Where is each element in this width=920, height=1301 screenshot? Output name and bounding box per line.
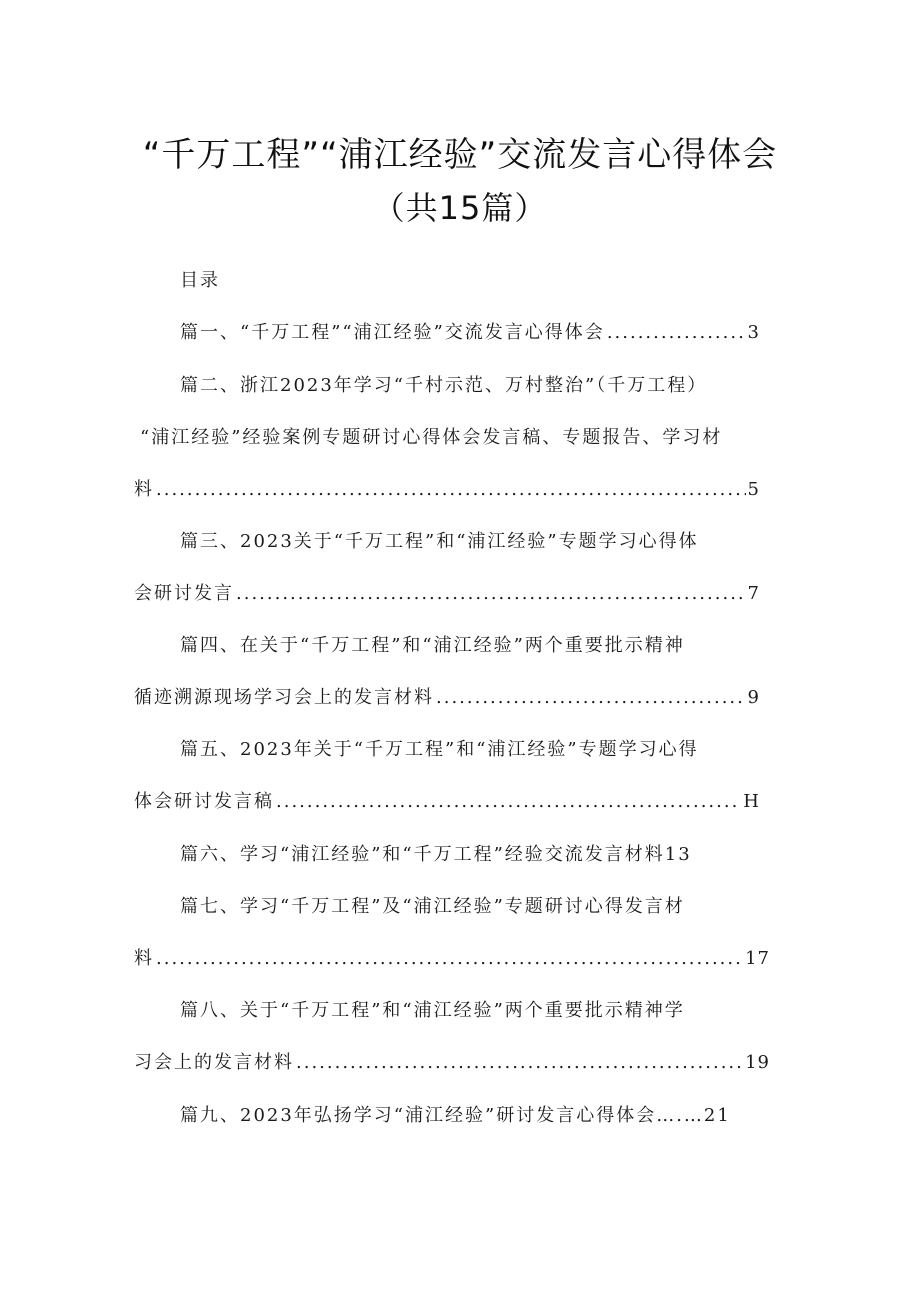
toc-entry-1-text: 篇一、“千万工程”“浦江经验”交流发言心得体会 — [180, 322, 605, 343]
toc-entry-3-tail-text: 会研讨发言 — [134, 583, 234, 604]
toc-entry-7-page: 17 — [745, 948, 770, 969]
document-title-line2: （共15篇） — [372, 189, 548, 227]
toc-entry-2-page: 5 — [747, 479, 760, 500]
toc-entry-4-line1: 篇四、在关于“千万工程”和“浦江经验”两个重要批示精神 — [180, 635, 685, 656]
toc-entry-1 — [180, 320, 760, 346]
toc-entry-8-line1: 篇八、关于“千万工程”和“浦江经验”两个重要批示精神学 — [180, 1000, 685, 1021]
toc-entry-3-line1: 篇三、2023关于“千万工程”和“浦江经验”专题学习心得体 — [180, 531, 699, 552]
leader-dots — [156, 477, 746, 503]
toc-entry-8-tail — [134, 1050, 770, 1076]
leader-dots — [156, 946, 743, 972]
toc-entry-7-line1: 篇七、学习“千万工程”及“浦江经验”专题研讨心得发言材 — [180, 896, 685, 917]
toc-entry-5-tail — [134, 789, 760, 815]
document-title-line1: “千万工程”“浦江经验”交流发言心得体会 — [142, 135, 778, 175]
toc-entry-1-page: 3 — [747, 322, 760, 343]
toc-entry-2-line2: “浦江经验”经验案例专题研讨心得体会发言稿、专题报告、学习材 — [140, 427, 723, 448]
toc-entry-4-page: 9 — [747, 687, 760, 708]
toc-entry-4-tail — [134, 685, 760, 711]
toc-entry-5-tail-text: 体会研讨发言稿 — [134, 791, 274, 812]
toc-entry-8-page: 19 — [745, 1052, 770, 1073]
toc-entry-4-tail-text: 循迹溯源现场学习会上的发言材料 — [134, 687, 434, 708]
toc-entry-3-tail — [134, 581, 760, 607]
leader-dots — [276, 789, 741, 815]
leader-dots — [436, 685, 746, 711]
toc-entry-9: 篇九、2023年弘扬学习“浦江经验”研讨发言心得体会….…21 — [180, 1105, 731, 1126]
leader-dots — [236, 581, 746, 607]
toc-entry-2-tail — [134, 477, 760, 503]
toc-entry-7-tail-text: 料 — [134, 948, 154, 969]
leader-dots — [607, 320, 746, 346]
toc-heading: 目录 — [180, 270, 220, 291]
toc-entry-5-page: H — [743, 791, 760, 812]
toc-entry-8-tail-text: 习会上的发言材料 — [134, 1052, 294, 1073]
toc-entry-7-tail — [134, 946, 770, 972]
toc-entry-2-tail-text: 料 — [134, 479, 154, 500]
toc-entry-3-page: 7 — [747, 583, 760, 604]
toc-entry-6: 篇六、学习“浦江经验”和“千万工程”经验交流发言材料13 — [180, 844, 692, 865]
toc-entry-5-line1: 篇五、2023年关于“千万工程”和“浦江经验”专题学习心得 — [180, 739, 699, 760]
leader-dots — [296, 1050, 743, 1076]
toc-entry-2-line1: 篇二、浙江2023年学习“千村示范、万村整治”（千万工程） — [180, 375, 708, 396]
